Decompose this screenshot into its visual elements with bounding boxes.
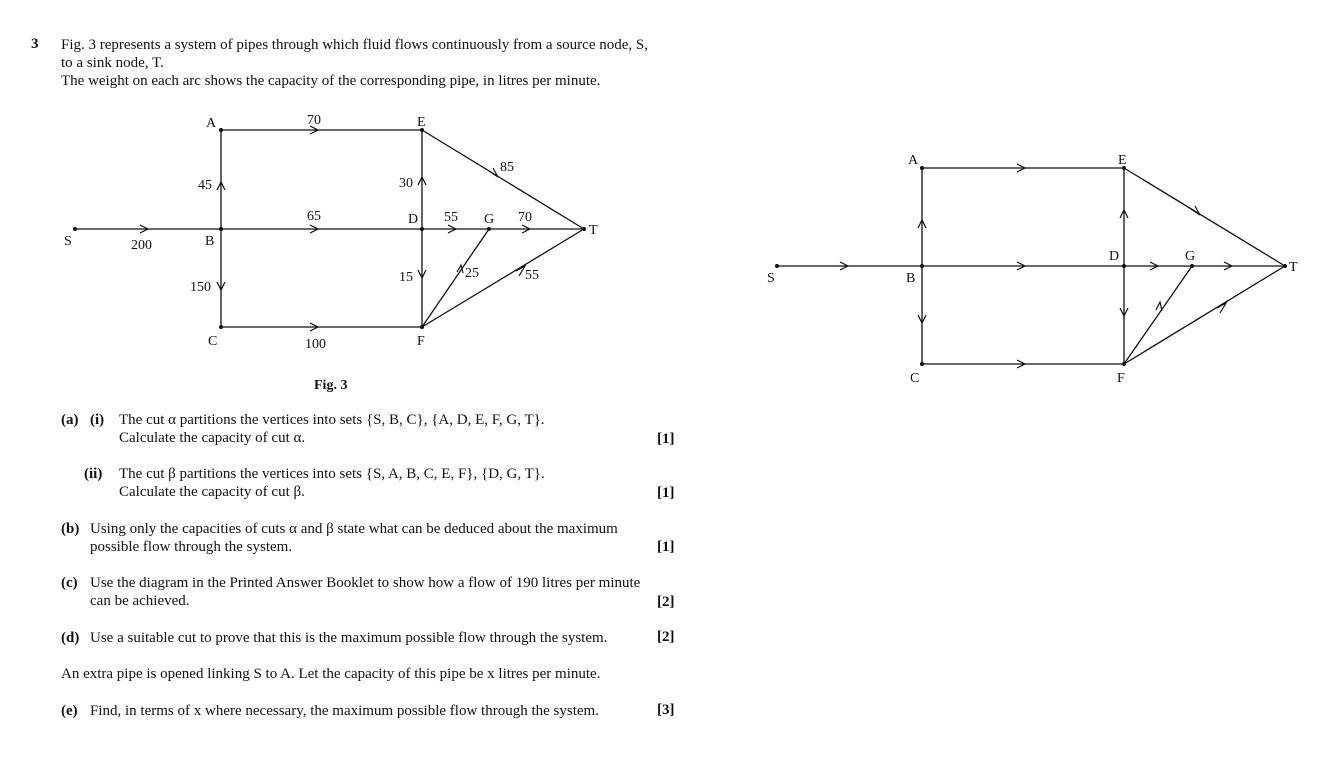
weight-FT: 55 — [525, 268, 539, 283]
node-dot-A — [219, 128, 223, 132]
weight-FG: 25 — [465, 266, 479, 281]
weight-SB: 200 — [131, 238, 152, 253]
part-c-label: (c) — [61, 575, 78, 591]
part-a-ii-label: (ii) — [84, 466, 103, 482]
answer-node-label-D: D — [1109, 249, 1120, 264]
part-c-line2: can be achieved. — [90, 593, 190, 609]
part-a-ii-marks: [1] — [657, 485, 675, 501]
node-dot-G — [487, 227, 491, 231]
weight-BA: 45 — [198, 178, 212, 193]
part-a-label: (a) — [61, 412, 79, 428]
node-dot-S — [73, 227, 77, 231]
intro-line-1: Fig. 3 represents a system of pipes through which fluid flows continuously from a source node, S, — [61, 37, 648, 53]
node-label-A: A — [206, 116, 217, 131]
node-dot-B — [219, 227, 223, 231]
arc-FT — [422, 229, 584, 327]
arrow-ET — [489, 168, 498, 177]
part-c-marks: [2] — [657, 594, 675, 610]
question-number: 3 — [31, 36, 39, 52]
part-d-label: (d) — [61, 630, 80, 646]
weight-GT: 70 — [518, 210, 532, 225]
node-label-G: G — [484, 212, 495, 227]
part-e-line1: Find, in terms of x where necessary, the maximum possible flow through the system. — [90, 703, 599, 719]
part-b-line1: Using only the capacities of cuts α and β state what can be deduced about the maximum — [90, 521, 618, 537]
answer-node-label-B: B — [906, 271, 916, 286]
weight-CF: 100 — [305, 337, 326, 352]
node-label-F: F — [417, 334, 425, 349]
part-d-line1: Use a suitable cut to prove that this is the maximum possible flow through the system. — [90, 630, 608, 646]
node-dot-C — [219, 325, 223, 329]
node-dot-F — [420, 325, 424, 329]
part-b-label: (b) — [61, 521, 80, 537]
part-e-marks: [3] — [657, 702, 675, 718]
intro-line-3: The weight on each arc shows the capacity of the corresponding pipe, in litres per minute. — [61, 73, 601, 89]
part-a-i-line1: The cut α partitions the vertices into sets {S, B, C}, {A, D, E, F, G, T}. — [119, 412, 545, 428]
answer-node-label-G: G — [1185, 249, 1196, 264]
part-d-marks: [2] — [657, 629, 675, 645]
part-e-label: (e) — [61, 703, 78, 719]
part-a-ii-line1: The cut β partitions the vertices into sets {S, A, B, C, E, F}, {D, G, T}. — [119, 466, 545, 482]
network-diagram-fig3 — [0, 0, 700, 400]
node-label-S: S — [64, 234, 72, 249]
weight-BD: 65 — [307, 209, 321, 224]
weight-DG: 55 — [444, 210, 458, 225]
answer-node-label-F: F — [1117, 371, 1125, 386]
node-label-T: T — [589, 223, 598, 238]
weight-DE: 30 — [399, 176, 413, 191]
node-label-E: E — [417, 115, 426, 130]
extra-pipe-text: An extra pipe is opened linking S to A. Let the capacity of this pipe be x litres per minute. — [61, 666, 601, 682]
node-label-B: B — [205, 234, 215, 249]
part-c-line1: Use the diagram in the Printed Answer Booklet to show how a flow of 190 litres per minute — [90, 575, 641, 591]
node-label-C: C — [208, 334, 218, 349]
weight-AE: 70 — [307, 113, 321, 128]
part-b-line2: possible flow through the system. — [90, 539, 293, 555]
answer-node-label-E: E — [1118, 153, 1127, 168]
answer-network-diagram — [740, 130, 1320, 400]
part-a-ii-line2: Calculate the capacity of cut β. — [119, 484, 305, 500]
node-dot-T — [582, 227, 586, 231]
figure-caption: Fig. 3 — [314, 378, 348, 393]
answer-node-label-C: C — [910, 371, 920, 386]
weight-ET: 85 — [500, 160, 514, 175]
intro-line-2: to a sink node, T. — [61, 55, 164, 71]
part-a-i-marks: [1] — [657, 431, 675, 447]
weight-BC: 150 — [190, 280, 211, 295]
part-a-i-label: (i) — [90, 412, 105, 428]
weight-DF: 15 — [399, 270, 413, 285]
part-a-i-line2: Calculate the capacity of cut α. — [119, 430, 306, 446]
answer-node-label-A: A — [908, 153, 919, 168]
answer-node-label-T: T — [1289, 260, 1298, 275]
answer-node-label-S: S — [767, 271, 775, 286]
part-b-marks: [1] — [657, 539, 675, 555]
node-label-D: D — [408, 212, 419, 227]
node-dot-D — [420, 227, 424, 231]
